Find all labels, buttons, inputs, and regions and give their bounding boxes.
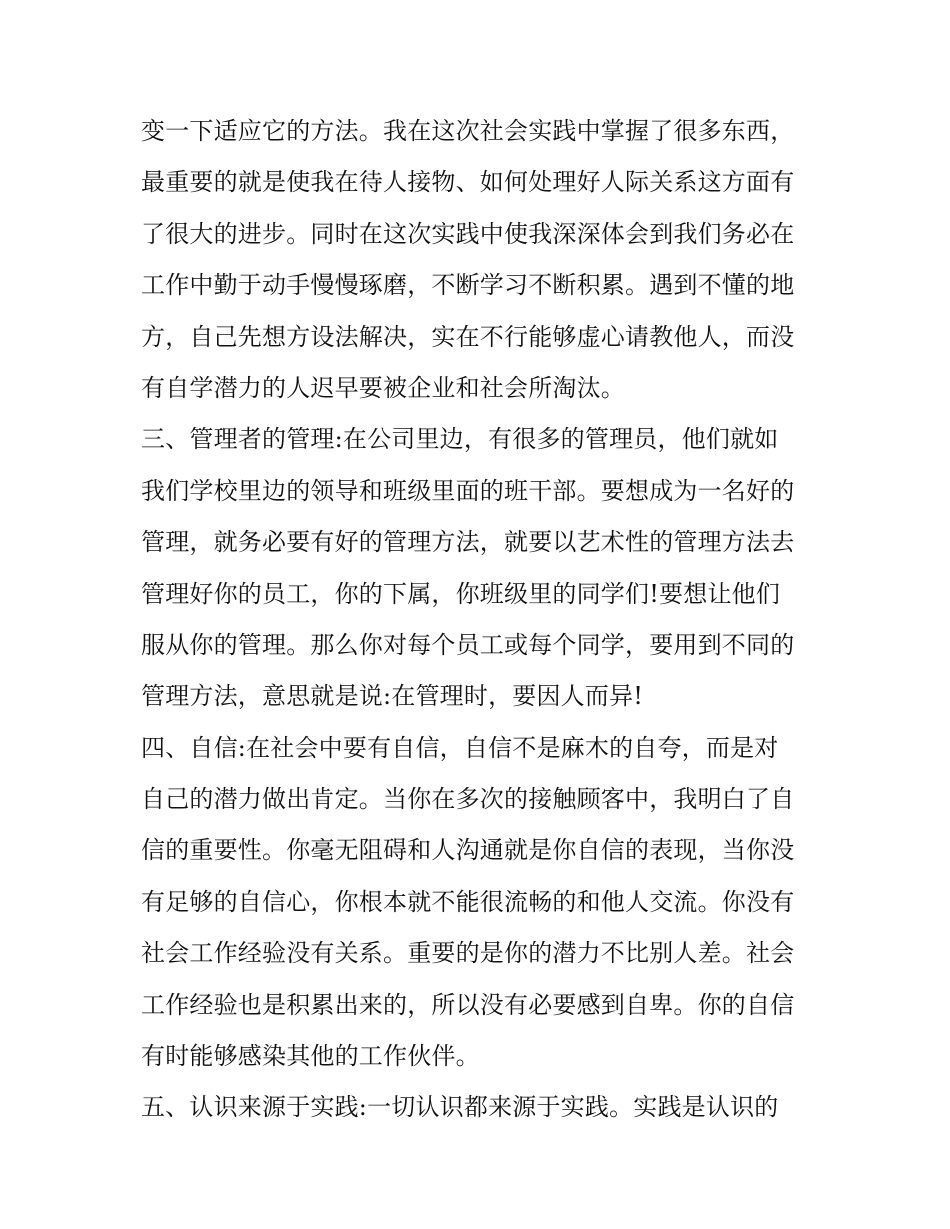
- section-heading-line: 五、认识来源于实践:一切认识都来源于实践。实践是认识的: [141, 1093, 779, 1122]
- text-line: 自己的潜力做出肯定。当你在多次的接触顾客中，我明白了自: [141, 785, 795, 814]
- text-line: 管理，就务必要有好的管理方法，就要以艺术性的管理方法去: [141, 528, 795, 557]
- text-line: 社会工作经验没有关系。重要的是你的潜力不比别人差。社会: [141, 939, 795, 968]
- text-line: 工作经验也是积累出来的，所以没有必要感到自卑。你的自信: [141, 990, 795, 1019]
- text-line: 有足够的自信心，你根本就不能很流畅的和他人交流。你没有: [141, 887, 795, 916]
- text-line: 最重要的就是使我在待人接物、如何处理好人际关系这方面有: [141, 168, 795, 197]
- text-line: 方，自己先想方设法解决，实在不行能够虚心请教他人，而没: [141, 322, 795, 351]
- text-line: 管理好你的员工，你的下属，你班级里的同学们!要想让他们: [141, 579, 781, 608]
- section-heading-line: 三、管理者的管理:在公司里边，有很多的管理员，他们就如: [141, 425, 779, 454]
- text-line: 信的重要性。你毫无阻碍和人沟通就是你自信的表现，当你没: [141, 836, 795, 865]
- text-line: 服从你的管理。那么你对每个员工或每个同学，要用到不同的: [141, 630, 795, 659]
- section-heading-line: 四、自信:在社会中要有自信，自信不是麻木的自夸，而是对: [141, 733, 779, 762]
- text-line: 我们学校里边的领导和班级里面的班干部。要想成为一名好的: [141, 476, 795, 505]
- text-line: 管理方法，意思就是说:在管理时，要因人而异!: [141, 682, 644, 711]
- text-line: 有时能够感染其他的工作伙伴。: [141, 1042, 480, 1071]
- text-line: 有自学潜力的人迟早要被企业和社会所淘汰。: [141, 373, 625, 402]
- body-text: [141, 106, 831, 1134]
- text-line: 工作中勤于动手慢慢琢磨，不断学习不断积累。遇到不懂的地: [141, 271, 795, 300]
- text-line: 变一下适应它的方法。我在这次社会实践中掌握了很多东西，: [141, 117, 795, 145]
- text-line: 了很大的进步。同时在这次实践中使我深深体会到我们务必在: [141, 219, 795, 248]
